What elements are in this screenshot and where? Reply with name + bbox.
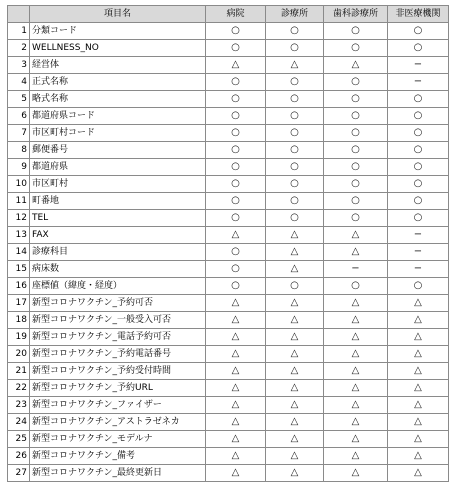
dental-clinic-mark: △ (324, 295, 388, 312)
clinic-mark: △ (266, 312, 324, 329)
clinic-mark: △ (266, 448, 324, 465)
row-number: 1 (8, 23, 30, 40)
non-medical-mark: △ (388, 295, 449, 312)
table-row (8, 329, 449, 346)
item-name: 都道府県 (30, 159, 206, 176)
non-medical-mark: ○ (388, 176, 449, 193)
row-number: 6 (8, 108, 30, 125)
item-name: 新型コロナワクチン_ファイザー (30, 397, 206, 414)
dental-clinic-mark: △ (324, 431, 388, 448)
row-number: 11 (8, 193, 30, 210)
row-number: 27 (8, 465, 30, 482)
row-number: 26 (8, 448, 30, 465)
table-row (8, 108, 449, 125)
clinic-mark: ○ (266, 278, 324, 295)
dental-clinic-mark: ○ (324, 108, 388, 125)
non-medical-mark: △ (388, 397, 449, 414)
row-number: 13 (8, 227, 30, 244)
dental-clinic-mark: △ (324, 227, 388, 244)
table-body (8, 23, 449, 482)
table-row (8, 40, 449, 57)
dental-clinic-mark: ○ (324, 278, 388, 295)
hospital-mark: ○ (206, 278, 266, 295)
row-number: 10 (8, 176, 30, 193)
table-row (8, 91, 449, 108)
field-availability-table (7, 5, 449, 482)
header-clinic: 診療所 (266, 6, 324, 23)
hospital-mark: △ (206, 346, 266, 363)
non-medical-mark: △ (388, 414, 449, 431)
non-medical-mark: △ (388, 380, 449, 397)
header-item-name: 項目名 (30, 6, 206, 23)
table-row (8, 414, 449, 431)
dental-clinic-mark: △ (324, 57, 388, 74)
hospital-mark: △ (206, 363, 266, 380)
hospital-mark: ○ (206, 210, 266, 227)
table-row (8, 142, 449, 159)
dental-clinic-mark: ○ (324, 142, 388, 159)
clinic-mark: ○ (266, 74, 324, 91)
field-table-container (7, 5, 449, 482)
non-medical-mark: ○ (388, 40, 449, 57)
clinic-mark: ○ (266, 125, 324, 142)
header-non-medical: 非医療機関 (388, 6, 449, 23)
row-number: 2 (8, 40, 30, 57)
item-name: 郵便番号 (30, 142, 206, 159)
item-name: 町番地 (30, 193, 206, 210)
hospital-mark: △ (206, 465, 266, 482)
dental-clinic-mark: ○ (324, 91, 388, 108)
hospital-mark: ○ (206, 176, 266, 193)
item-name: 新型コロナワクチン_予約URL (30, 380, 206, 397)
non-medical-mark: ○ (388, 23, 449, 40)
dental-clinic-mark: △ (324, 465, 388, 482)
table-row (8, 23, 449, 40)
row-number: 18 (8, 312, 30, 329)
item-name: 市区町村 (30, 176, 206, 193)
table-row (8, 193, 449, 210)
row-number: 7 (8, 125, 30, 142)
clinic-mark: △ (266, 261, 324, 278)
non-medical-mark: ○ (388, 210, 449, 227)
hospital-mark: △ (206, 57, 266, 74)
item-name: 略式名称 (30, 91, 206, 108)
header-row (8, 6, 449, 23)
item-name: 都道府県コード (30, 108, 206, 125)
hospital-mark: ○ (206, 108, 266, 125)
header-number (8, 6, 30, 23)
hospital-mark: △ (206, 312, 266, 329)
non-medical-mark: ○ (388, 108, 449, 125)
table-row (8, 125, 449, 142)
hospital-mark: ○ (206, 74, 266, 91)
table-row (8, 227, 449, 244)
dental-clinic-mark: ○ (324, 176, 388, 193)
clinic-mark: ○ (266, 108, 324, 125)
row-number: 20 (8, 346, 30, 363)
clinic-mark: △ (266, 346, 324, 363)
non-medical-mark: ○ (388, 159, 449, 176)
item-name: TEL (30, 210, 206, 227)
table-row (8, 74, 449, 91)
hospital-mark: ○ (206, 261, 266, 278)
dental-clinic-mark: △ (324, 312, 388, 329)
table-row (8, 397, 449, 414)
hospital-mark: △ (206, 448, 266, 465)
clinic-mark: △ (266, 414, 324, 431)
non-medical-mark: ○ (388, 278, 449, 295)
clinic-mark: △ (266, 431, 324, 448)
row-number: 9 (8, 159, 30, 176)
dental-clinic-mark: △ (324, 414, 388, 431)
table-row (8, 57, 449, 74)
item-name: 経営体 (30, 57, 206, 74)
hospital-mark: ○ (206, 142, 266, 159)
item-name: 分類コード (30, 23, 206, 40)
item-name: 新型コロナワクチン_一般受入可否 (30, 312, 206, 329)
hospital-mark: ○ (206, 244, 266, 261)
header-hospital: 病院 (206, 6, 266, 23)
table-row (8, 176, 449, 193)
non-medical-mark: ○ (388, 125, 449, 142)
dental-clinic-mark: ○ (324, 23, 388, 40)
non-medical-mark: − (388, 244, 449, 261)
clinic-mark: △ (266, 295, 324, 312)
clinic-mark: ○ (266, 176, 324, 193)
table-row (8, 448, 449, 465)
table-row (8, 465, 449, 482)
non-medical-mark: △ (388, 465, 449, 482)
table-row (8, 380, 449, 397)
dental-clinic-mark: △ (324, 329, 388, 346)
row-number: 4 (8, 74, 30, 91)
clinic-mark: ○ (266, 193, 324, 210)
hospital-mark: ○ (206, 159, 266, 176)
table-row (8, 431, 449, 448)
non-medical-mark: △ (388, 363, 449, 380)
row-number: 25 (8, 431, 30, 448)
table-row (8, 278, 449, 295)
non-medical-mark: △ (388, 448, 449, 465)
clinic-mark: △ (266, 329, 324, 346)
hospital-mark: ○ (206, 91, 266, 108)
row-number: 19 (8, 329, 30, 346)
clinic-mark: △ (266, 363, 324, 380)
item-name: 座標値（緯度・経度） (30, 278, 206, 295)
clinic-mark: △ (266, 465, 324, 482)
non-medical-mark: − (388, 74, 449, 91)
non-medical-mark: △ (388, 329, 449, 346)
item-name: 新型コロナワクチン_モデルナ (30, 431, 206, 448)
row-number: 23 (8, 397, 30, 414)
non-medical-mark: − (388, 227, 449, 244)
non-medical-mark: ○ (388, 142, 449, 159)
item-name: 新型コロナワクチン_予約電話番号 (30, 346, 206, 363)
item-name: 病床数 (30, 261, 206, 278)
clinic-mark: △ (266, 397, 324, 414)
non-medical-mark: △ (388, 312, 449, 329)
row-number: 16 (8, 278, 30, 295)
hospital-mark: ○ (206, 23, 266, 40)
clinic-mark: △ (266, 57, 324, 74)
clinic-mark: ○ (266, 159, 324, 176)
hospital-mark: △ (206, 295, 266, 312)
dental-clinic-mark: ○ (324, 193, 388, 210)
hospital-mark: △ (206, 380, 266, 397)
hospital-mark: ○ (206, 193, 266, 210)
table-row (8, 346, 449, 363)
clinic-mark: ○ (266, 210, 324, 227)
non-medical-mark: ○ (388, 193, 449, 210)
dental-clinic-mark: ○ (324, 159, 388, 176)
hospital-mark: △ (206, 227, 266, 244)
hospital-mark: ○ (206, 125, 266, 142)
item-name: 正式名称 (30, 74, 206, 91)
item-name: WELLNESS_NO (30, 40, 206, 57)
dental-clinic-mark: △ (324, 346, 388, 363)
item-name: 市区町村コード (30, 125, 206, 142)
dental-clinic-mark: △ (324, 448, 388, 465)
table-row (8, 363, 449, 380)
non-medical-mark: − (388, 261, 449, 278)
non-medical-mark: △ (388, 346, 449, 363)
clinic-mark: △ (266, 380, 324, 397)
item-name: 新型コロナワクチン_予約受付時間 (30, 363, 206, 380)
table-row (8, 261, 449, 278)
clinic-mark: △ (266, 227, 324, 244)
item-name: FAX (30, 227, 206, 244)
table-row (8, 312, 449, 329)
row-number: 5 (8, 91, 30, 108)
table-row (8, 159, 449, 176)
dental-clinic-mark: ○ (324, 210, 388, 227)
non-medical-mark: ○ (388, 91, 449, 108)
item-name: 新型コロナワクチン_予約可否 (30, 295, 206, 312)
dental-clinic-mark: ○ (324, 74, 388, 91)
non-medical-mark: − (388, 57, 449, 74)
hospital-mark: △ (206, 414, 266, 431)
item-name: 新型コロナワクチン_備考 (30, 448, 206, 465)
hospital-mark: △ (206, 329, 266, 346)
dental-clinic-mark: △ (324, 380, 388, 397)
row-number: 22 (8, 380, 30, 397)
item-name: 新型コロナワクチン_最終更新日 (30, 465, 206, 482)
clinic-mark: △ (266, 244, 324, 261)
hospital-mark: △ (206, 397, 266, 414)
clinic-mark: ○ (266, 40, 324, 57)
hospital-mark: ○ (206, 40, 266, 57)
dental-clinic-mark: ○ (324, 40, 388, 57)
row-number: 21 (8, 363, 30, 380)
item-name: 新型コロナワクチン_電話予約可否 (30, 329, 206, 346)
dental-clinic-mark: − (324, 261, 388, 278)
clinic-mark: ○ (266, 23, 324, 40)
row-number: 3 (8, 57, 30, 74)
row-number: 14 (8, 244, 30, 261)
row-number: 12 (8, 210, 30, 227)
row-number: 17 (8, 295, 30, 312)
hospital-mark: △ (206, 431, 266, 448)
dental-clinic-mark: △ (324, 244, 388, 261)
clinic-mark: ○ (266, 91, 324, 108)
dental-clinic-mark: △ (324, 397, 388, 414)
table-row (8, 244, 449, 261)
header-dental-clinic: 歯科診療所 (324, 6, 388, 23)
row-number: 8 (8, 142, 30, 159)
row-number: 24 (8, 414, 30, 431)
clinic-mark: ○ (266, 142, 324, 159)
item-name: 診療科目 (30, 244, 206, 261)
dental-clinic-mark: △ (324, 363, 388, 380)
non-medical-mark: △ (388, 431, 449, 448)
table-row (8, 295, 449, 312)
item-name: 新型コロナワクチン_アストラゼネカ (30, 414, 206, 431)
row-number: 15 (8, 261, 30, 278)
table-row (8, 210, 449, 227)
dental-clinic-mark: ○ (324, 125, 388, 142)
